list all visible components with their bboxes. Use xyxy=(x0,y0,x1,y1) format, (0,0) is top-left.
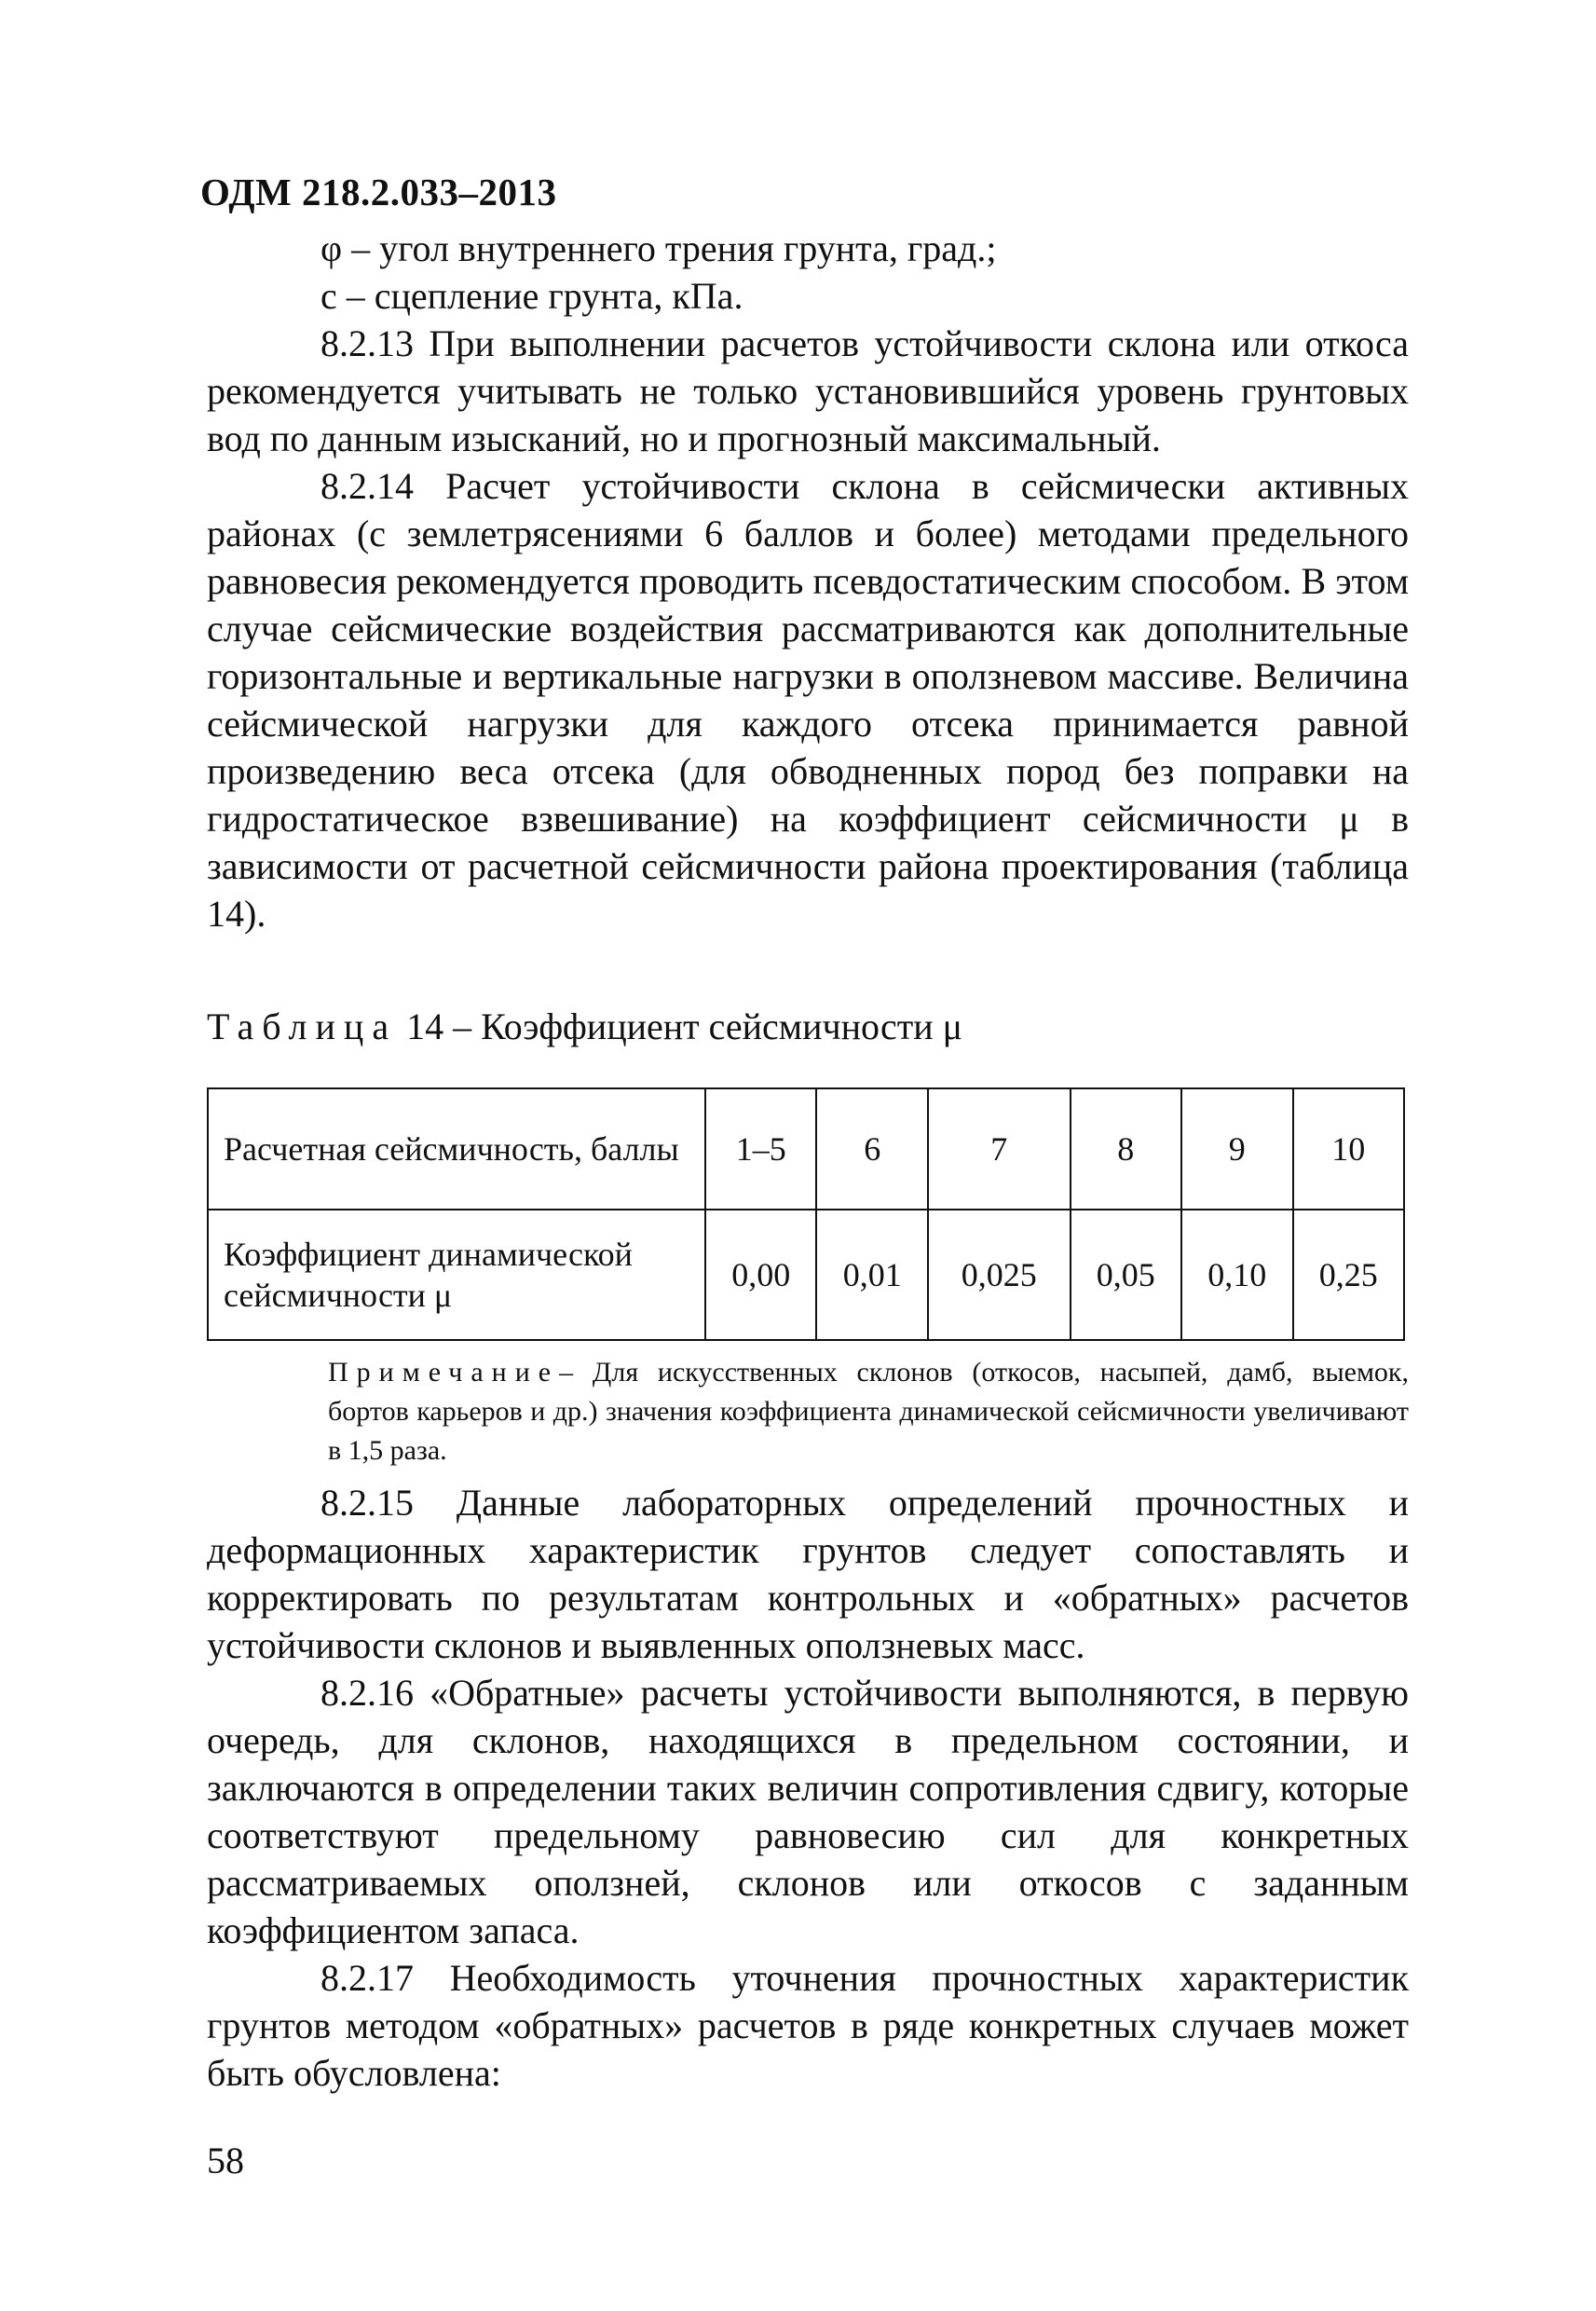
table-note xyxy=(207,1353,1409,1470)
paragraph-8-2-14: 8.2.14 Расчет устойчивости склона в сейсмически активных районах (с землетрясениями 6 баллов и более) методами предельного равновесия рекомендуется проводить псевдостатическим способом. В этом случае сейсмические воздействия рассматриваются как дополнительные горизонтальные и вертикальные нагрузки в оползневом массиве. Величина сейсмической нагрузки для каждого отсека принимается равной произведению веса отсека (для обводненных пород без поправки на гидростатическое взвешивание) на коэффициент сейсмичности μ в зависимости от расчетной сейсмичности района проектирования (таблица 14). xyxy=(207,465,1409,935)
table-cell: 1–5 xyxy=(705,1088,816,1210)
row-header-coefficient: Коэффициент динамической сейсмичности μ xyxy=(208,1210,705,1340)
table-cell: 0,10 xyxy=(1181,1210,1292,1340)
table-cell: 0,025 xyxy=(928,1210,1071,1340)
paragraph-8-2-13: 8.2.13 При выполнении расчетов устойчивости склона или откоса рекомендуется учитывать не только установившийся уровень грунтовых вод по данным изысканий, но и прогнозный максимальный. xyxy=(207,322,1409,459)
note-paragraph xyxy=(207,1353,1409,1470)
definition-c: с – сцепление грунта, кПа. xyxy=(321,275,743,317)
table-cell: 9 xyxy=(1181,1088,1292,1210)
paragraph-8-2-16: 8.2.16 «Обратные» расчеты устойчивости выполняются, в первую очередь, для склонов, находящихся в предельном состоянии, и заключаются в определении таких величин сопротивления сдвигу, которые соответствуют предельному равновесию сил для конкретных рассматриваемых оползней, склонов или откосов с заданным коэффициентом запаса. xyxy=(207,1672,1409,1951)
note-text: – Для искусственных склонов (откосов, насыпей, дамб, выемок, бортов карьеров и др.) значения коэффициента динамической сейсмичности увеличивают в 1,5 раза. xyxy=(328,1357,1409,1466)
table-cell: 7 xyxy=(928,1088,1071,1210)
table-cell: 8 xyxy=(1071,1088,1181,1210)
table-cell: 0,00 xyxy=(705,1210,816,1340)
table-row xyxy=(208,1088,1404,1210)
table-caption-text: 14 – Коэффициент сейсмичности μ xyxy=(406,1005,963,1047)
table-caption xyxy=(207,1005,962,1048)
paragraph-8-2-17: 8.2.17 Необходимость уточнения прочностных характеристик грунтов методом «обратных» расчетов в ряде конкретных случаев может быть обусловлена: xyxy=(207,1957,1409,2094)
row-header-seismicity: Расчетная сейсмичность, баллы xyxy=(208,1088,705,1210)
definition-phi: φ – угол внутреннего трения грунта, град.; xyxy=(321,227,997,269)
document-code-header: ОДМ 218.2.033–2013 xyxy=(200,171,557,213)
top-text-block xyxy=(207,225,1409,937)
table-row xyxy=(208,1210,1404,1340)
table-cell: 10 xyxy=(1293,1088,1405,1210)
page-number: 58 xyxy=(207,2140,244,2181)
paragraph-8-2-15: 8.2.15 Данные лабораторных определений прочностных и деформационных характеристик грунтов следует сопоставлять и корректировать по результатам контрольных и «обратных» расчетов устойчивости склонов и выявленных оползневых масс. xyxy=(207,1482,1409,1666)
table-cell: 0,01 xyxy=(816,1210,927,1340)
table-cell: 0,25 xyxy=(1293,1210,1405,1340)
table-caption-label: Таблица xyxy=(207,1005,398,1047)
note-label: Примечание xyxy=(328,1357,560,1388)
table-cell: 0,05 xyxy=(1071,1210,1181,1340)
seismic-coefficient-table xyxy=(207,1087,1405,1341)
table-cell: 6 xyxy=(816,1088,927,1210)
bottom-text-block xyxy=(207,1479,1409,2097)
